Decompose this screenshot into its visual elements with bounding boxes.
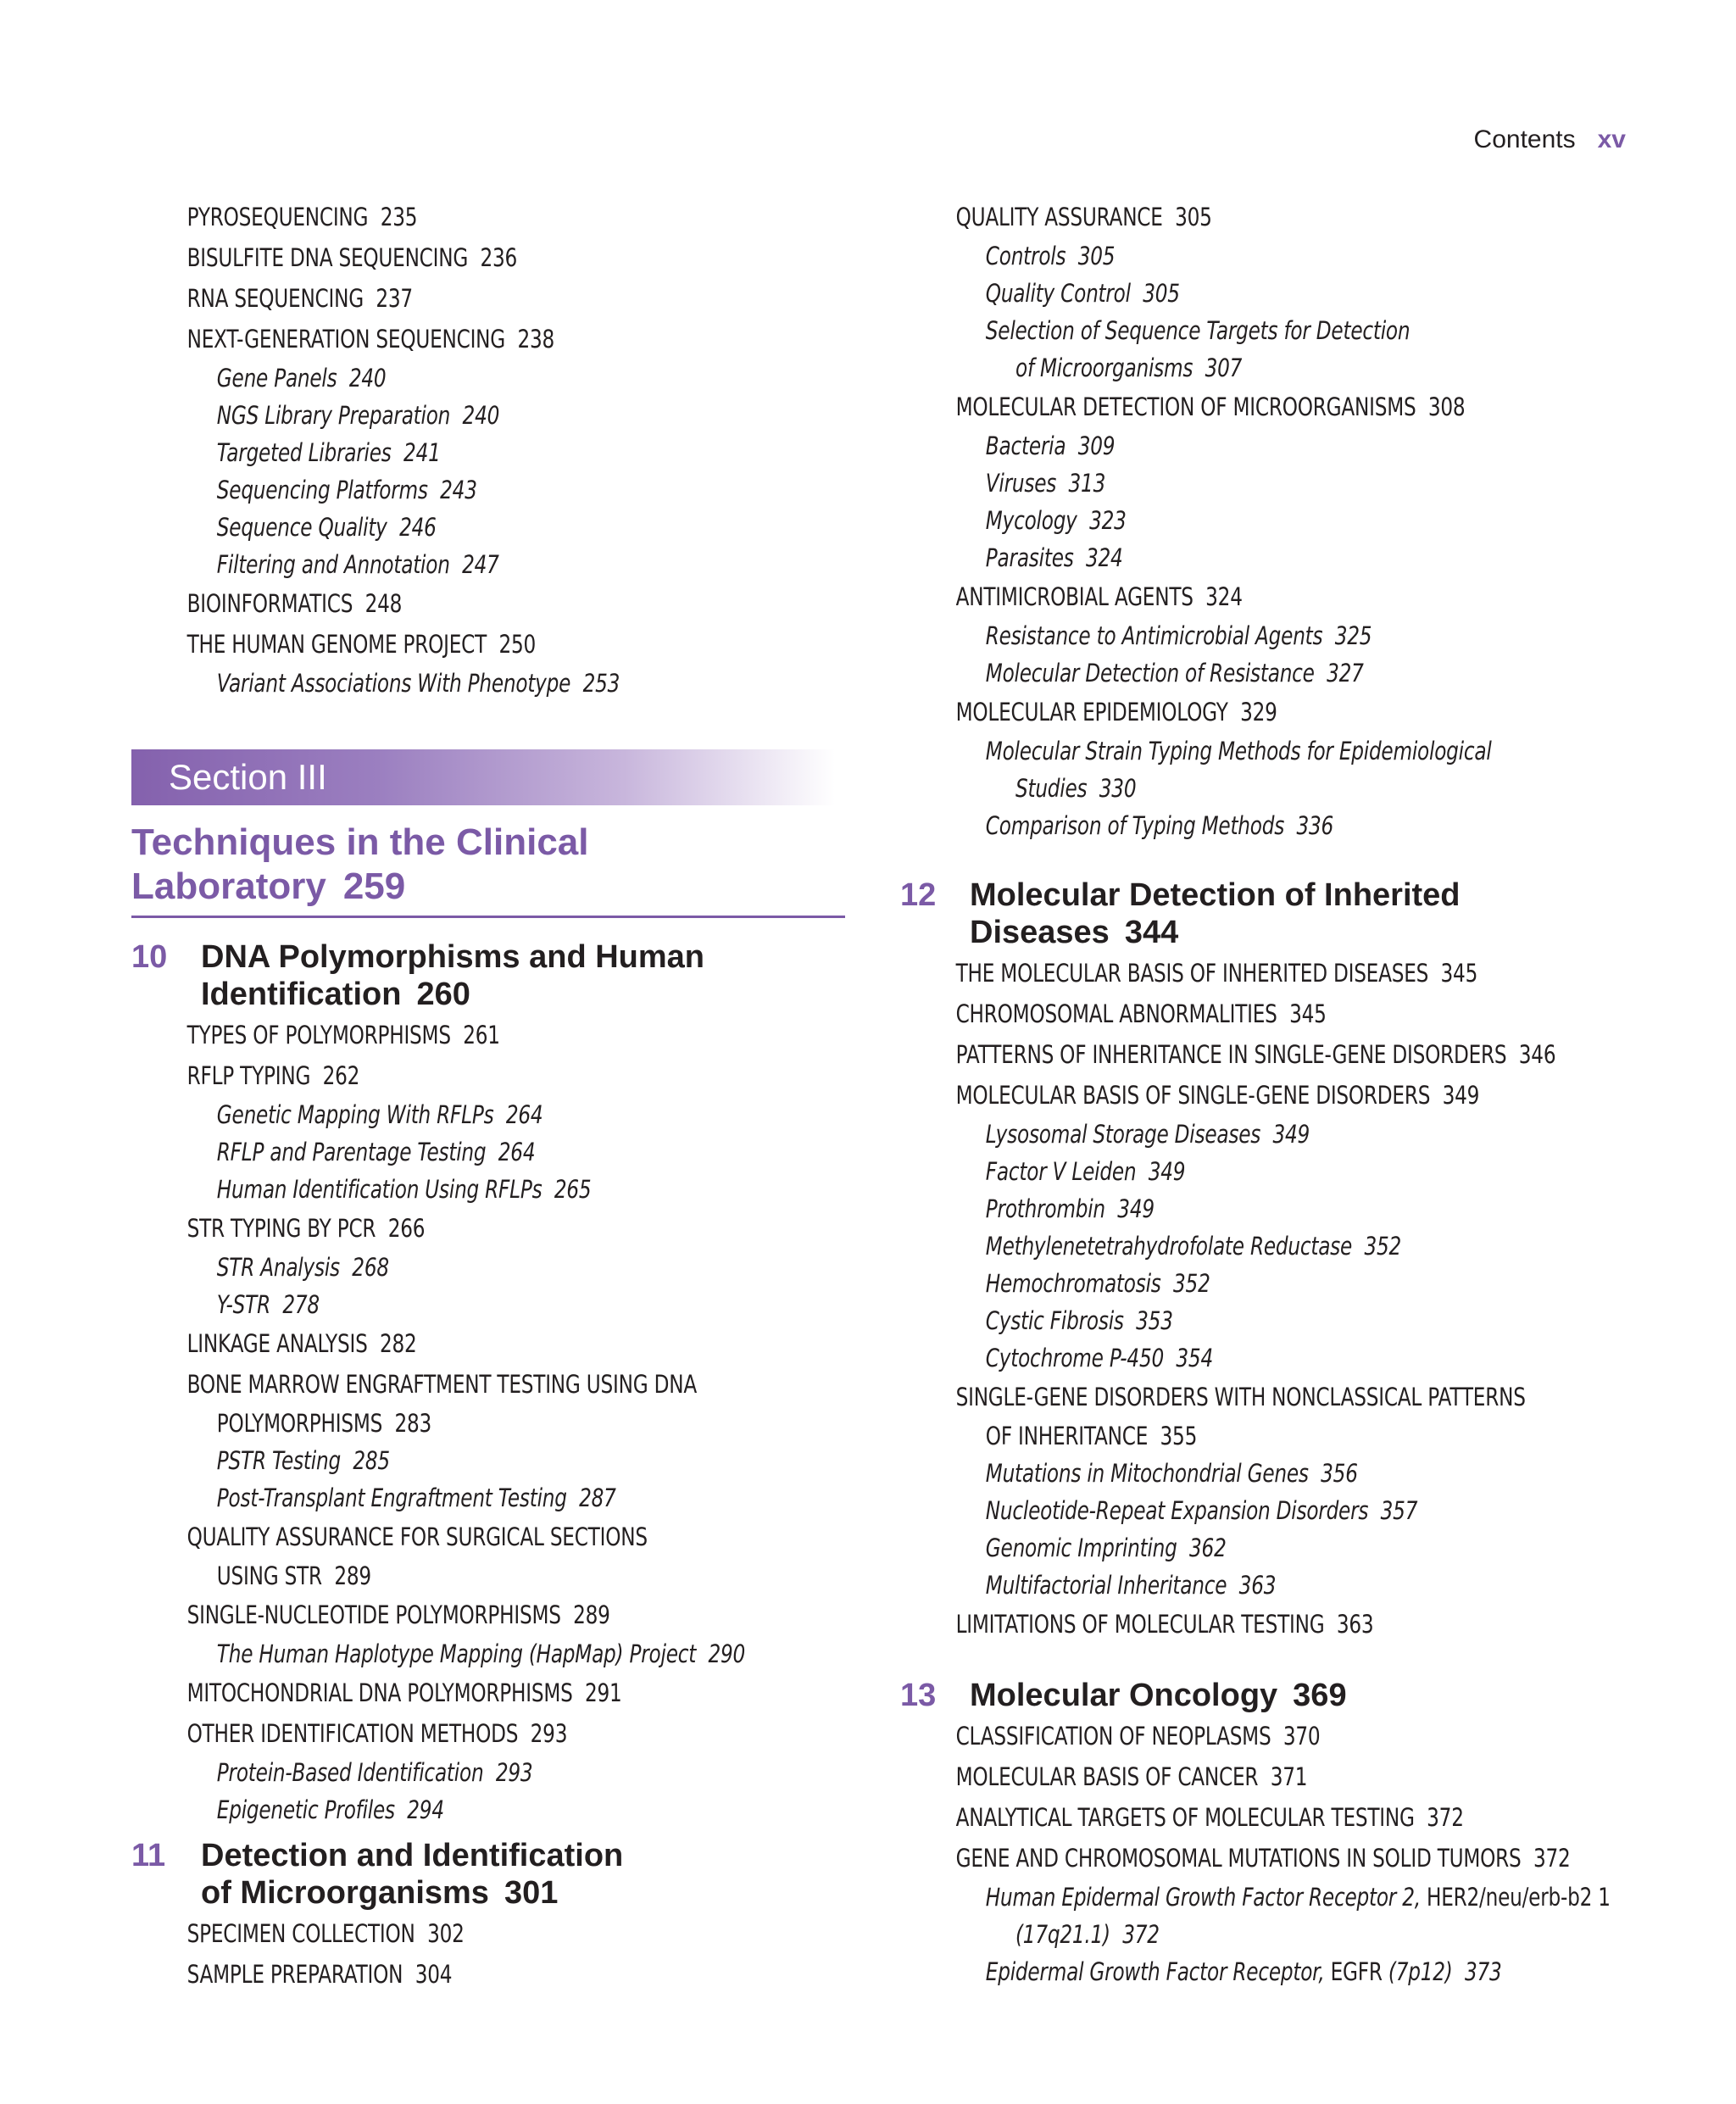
entry-page: 349 [1272, 1120, 1310, 1149]
toc-entry[interactable] [900, 807, 1497, 844]
entry-text: SINGLE-NUCLEOTIDE POLYMORPHISMS [186, 1600, 561, 1629]
toc-entry[interactable] [131, 1286, 701, 1323]
toc-entry[interactable] [131, 319, 701, 359]
entry-page: 282 [379, 1329, 417, 1358]
entry-text: LIMITATIONS OF MOLECULAR TESTING [955, 1610, 1325, 1639]
entry-page: 293 [495, 1758, 533, 1787]
entry-text: ANALYTICAL TARGETS OF MOLECULAR TESTING [955, 1803, 1415, 1832]
entry-page: 241 [403, 438, 441, 467]
toc-entry[interactable] [131, 1096, 701, 1133]
section-title[interactable] [131, 821, 845, 918]
entry-text: Multifactorial Inheritance [985, 1571, 1227, 1600]
entry-text: Y-STR [216, 1290, 270, 1319]
toc-entry[interactable] [900, 275, 1497, 312]
entry-text: Filtering and Annotation [216, 550, 450, 579]
entry-text: NEXT-GENERATION SEQUENCING [186, 325, 506, 353]
toc-entry[interactable] [900, 1838, 1571, 1879]
toc-entry[interactable] [900, 349, 1497, 387]
entry-text: ANTIMICROBIAL AGENTS [955, 582, 1194, 611]
toc-list [900, 953, 1646, 1645]
entry-page: 363 [1238, 1571, 1277, 1600]
right-column [900, 197, 1646, 1990]
toc-entry[interactable] [131, 1015, 701, 1055]
toc-entry[interactable] [131, 1673, 701, 1713]
toc-entry[interactable] [900, 617, 1497, 654]
entry-text: MOLECULAR EPIDEMIOLOGY [955, 698, 1228, 726]
entry-text: Genomic Imprinting [985, 1533, 1177, 1562]
toc-entry[interactable] [900, 1953, 1502, 1990]
toc-entry[interactable] [131, 359, 701, 397]
toc-entry[interactable] [900, 427, 1497, 465]
toc-entry[interactable] [131, 546, 701, 583]
entry-page: 363 [1336, 1610, 1374, 1639]
entry-text: SAMPLE PREPARATION [186, 1960, 403, 1989]
toc-entry[interactable] [131, 1364, 701, 1405]
toc-entry[interactable] [900, 1034, 1556, 1075]
entry-page: 324 [1205, 582, 1243, 611]
toc-entry[interactable] [900, 692, 1497, 732]
entry-page: 304 [415, 1960, 453, 1989]
entry-page: 290 [708, 1639, 746, 1668]
entry-page: 305 [1143, 279, 1180, 308]
toc-entry[interactable] [900, 1339, 1497, 1377]
toc-entry[interactable] [900, 1153, 1497, 1190]
toc-entry[interactable] [131, 1754, 701, 1791]
entry-page: 372 [1122, 1920, 1160, 1949]
toc-entry[interactable] [900, 1567, 1497, 1604]
entry-page: 246 [399, 513, 437, 542]
toc-entry[interactable] [900, 1455, 1497, 1492]
entry-page: 356 [1321, 1459, 1358, 1488]
entry-page: 305 [1175, 203, 1212, 231]
entry-text: Resistance to Antimicrobial Agents [985, 621, 1323, 650]
entry-page: 248 [364, 589, 403, 618]
toc-entry[interactable] [131, 1635, 746, 1673]
entry-page: 289 [573, 1600, 610, 1629]
running-header-label: Contents [1473, 125, 1576, 153]
entry-page: 371 [1270, 1762, 1308, 1791]
entry-text: Post-Transplant Engraftment Testing [216, 1483, 567, 1512]
toc-entry[interactable] [131, 1171, 701, 1208]
entry-text: Bacteria [985, 431, 1066, 460]
entry-text: Controls [985, 242, 1066, 270]
toc-entry[interactable] [900, 1377, 1526, 1417]
toc-entry[interactable] [900, 1756, 1497, 1797]
chapter-title-line: of Microorganisms [201, 1875, 489, 1911]
entry-page: 308 [1427, 392, 1466, 421]
chapter-page: 260 [416, 977, 470, 1012]
toc-entry[interactable] [900, 465, 1497, 502]
chapter-page: 369 [1293, 1678, 1347, 1713]
toc-entry[interactable] [131, 237, 701, 278]
entry-text: Sequencing Platforms [216, 476, 428, 504]
toc-entry[interactable] [900, 953, 1497, 994]
chapter-heading[interactable] [900, 877, 1646, 951]
entry-page: 250 [498, 630, 537, 659]
toc-entry[interactable] [900, 237, 1497, 275]
entry-text: BIOINFORMATICS [186, 589, 353, 618]
entry-text: Human Identification Using RFLPs [216, 1175, 542, 1204]
entry-page: 352 [1364, 1232, 1402, 1261]
entry-text: MOLECULAR BASIS OF CANCER [955, 1762, 1259, 1791]
toc-entry[interactable] [131, 1954, 701, 1995]
toc-entry[interactable] [131, 1249, 701, 1286]
entry-text: THE HUMAN GENOME PROJECT [186, 630, 487, 659]
entry-page: 243 [440, 476, 477, 504]
entry-page: 345 [1289, 999, 1327, 1028]
toc-entry[interactable] [131, 471, 701, 509]
entry-page: 346 [1518, 1040, 1556, 1069]
chapter-heading[interactable] [131, 938, 843, 1013]
toc-entry[interactable] [131, 509, 701, 546]
entry-text: Molecular Strain Typing Methods for Epidemiological [985, 737, 1492, 765]
toc-entry[interactable] [900, 1075, 1497, 1116]
entry-text: STR Analysis [216, 1253, 340, 1282]
toc-entry[interactable] [900, 732, 1497, 770]
toc-entry[interactable] [131, 1713, 701, 1754]
entry-page: 265 [554, 1175, 592, 1204]
running-header [1474, 125, 1626, 154]
toc-entry[interactable] [900, 1879, 1611, 1916]
entry-text: RFLP TYPING [186, 1061, 311, 1090]
entry-text: Comparison of Typing Methods [985, 811, 1285, 840]
entry-text: Protein-Based Identification [216, 1758, 484, 1787]
entry-text: The Human Haplotype Mapping (HapMap) Project [216, 1639, 697, 1668]
toc-entry[interactable] [131, 1595, 701, 1635]
toc-entry[interactable] [900, 576, 1497, 617]
entry-page: 357 [1380, 1496, 1418, 1525]
entry-text: Cystic Fibrosis [985, 1306, 1124, 1335]
chapter-number: 13 [900, 1678, 937, 1713]
entry-text: Hemochromatosis [985, 1269, 1161, 1298]
toc-entry[interactable] [900, 1190, 1497, 1227]
entry-text: Epidermal Growth Factor Receptor, [985, 1957, 1325, 1986]
toc-entry[interactable] [900, 1492, 1497, 1529]
chapter-title-line: DNA Polymorphisms and Human [201, 939, 705, 975]
entry-page: 362 [1189, 1533, 1227, 1562]
toc-entry[interactable] [131, 434, 701, 471]
toc-list [900, 197, 1646, 844]
toc-list [131, 1913, 843, 1995]
entry-text: MOLECULAR DETECTION OF MICROORGANISMS [955, 392, 1416, 421]
entry-page: 373 [1465, 1957, 1502, 1986]
entry-page: 305 [1077, 242, 1116, 270]
toc-entry[interactable] [131, 1791, 701, 1828]
toc-entry[interactable] [131, 1133, 701, 1171]
toc-list [131, 197, 843, 702]
entry-page: 266 [387, 1214, 426, 1243]
entry-page: 323 [1089, 506, 1127, 535]
toc-entry[interactable] [131, 1323, 701, 1364]
toc-entry[interactable] [900, 502, 1497, 539]
entry-text: Sequence Quality [216, 513, 387, 542]
page-number: xv [1597, 125, 1626, 153]
entry-page: 261 [463, 1021, 500, 1049]
entry-text: RNA SEQUENCING [186, 284, 364, 313]
entry-text: Epigenetic Profiles [216, 1795, 395, 1824]
entry-text: STR TYPING BY PCR [186, 1214, 376, 1243]
entry-page: 253 [582, 669, 620, 698]
entry-page: 264 [498, 1138, 536, 1166]
chapter-title-line: Diseases [970, 915, 1110, 950]
entry-page: 309 [1077, 431, 1116, 460]
entry-page: 240 [462, 401, 500, 430]
section-title-line: Laboratory [131, 866, 326, 907]
entry-text: Studies [1015, 774, 1088, 803]
toc-entry[interactable] [900, 387, 1497, 427]
chapter-heading[interactable] [131, 1837, 843, 1912]
chapter-title-line: Detection and Identification [201, 1838, 624, 1873]
entry-page: 349 [1442, 1081, 1480, 1110]
entry-text: RFLP and Parentage Testing [216, 1138, 487, 1166]
toc-entry[interactable] [900, 197, 1497, 237]
toc-entry[interactable] [131, 1055, 701, 1096]
entry-text: Mycology [985, 506, 1077, 535]
toc-entry[interactable] [900, 994, 1497, 1034]
entry-page: 264 [505, 1100, 543, 1129]
entry-page: 370 [1283, 1722, 1321, 1751]
entry-text: LINKAGE ANALYSIS [186, 1329, 368, 1358]
toc-entry[interactable] [131, 1913, 701, 1954]
chapter-page: 301 [504, 1875, 559, 1911]
toc-entry[interactable] [131, 397, 701, 434]
entry-page: 294 [407, 1795, 444, 1824]
entry-text: TYPES OF POLYMORPHISMS [186, 1021, 451, 1049]
entry-text: OTHER IDENTIFICATION METHODS [186, 1719, 519, 1748]
toc-entry[interactable] [131, 197, 701, 237]
entry-text: POLYMORPHISMS [216, 1409, 383, 1438]
entry-page: 353 [1136, 1306, 1173, 1335]
entry-page: 349 [1117, 1194, 1155, 1223]
entry-page: 352 [1173, 1269, 1210, 1298]
entry-text: QUALITY ASSURANCE [955, 203, 1163, 231]
entry-page: 291 [584, 1678, 622, 1707]
section-band [131, 749, 835, 805]
entry-text: USING STR [216, 1561, 322, 1590]
entry-page: 349 [1148, 1157, 1186, 1186]
entry-page: 278 [282, 1290, 320, 1319]
chapter-title-line: Molecular Oncology [970, 1678, 1278, 1713]
entry-text: Selection of Sequence Targets for Detection [985, 316, 1410, 345]
toc-entry[interactable] [900, 1604, 1497, 1645]
entry-text: SINGLE-GENE DISORDERS WITH NONCLASSICAL PATTERNS [955, 1383, 1526, 1411]
toc-list [131, 1015, 843, 1828]
toc-entry[interactable] [900, 539, 1497, 576]
entry-text: MITOCHONDRIAL DNA POLYMORPHISMS [186, 1678, 573, 1707]
entry-page: 236 [480, 243, 518, 272]
entry-page: 283 [394, 1409, 432, 1438]
entry-page: 327 [1327, 659, 1364, 687]
entry-text: Variant Associations With Phenotype [216, 669, 571, 698]
section-page: 259 [342, 866, 406, 907]
toc-entry[interactable] [131, 583, 701, 624]
entry-text: Human Epidermal Growth Factor Receptor 2, [985, 1883, 1421, 1912]
entry-page: 313 [1068, 469, 1106, 498]
entry-page: 285 [353, 1446, 390, 1475]
entry-page: 268 [352, 1253, 389, 1282]
chapter-title-line: Molecular Detection of Inherited [970, 877, 1461, 913]
entry-page: 354 [1176, 1344, 1213, 1372]
entry-page: 372 [1533, 1844, 1571, 1873]
entry-page: 324 [1086, 543, 1123, 572]
entry-page: 262 [322, 1061, 360, 1090]
entry-text: Nucleotide-Repeat Expansion Disorders [985, 1496, 1369, 1525]
toc-entry[interactable] [900, 1265, 1497, 1302]
toc-entry[interactable] [131, 1442, 701, 1479]
entry-text: PYROSEQUENCING [186, 203, 369, 231]
entry-page: 240 [348, 364, 387, 392]
toc-entry[interactable] [900, 1529, 1497, 1567]
toc-entry[interactable] [131, 665, 701, 702]
chapter-page: 344 [1124, 915, 1179, 950]
entry-text: Gene Panels [216, 364, 337, 392]
chapter-number: 11 [131, 1838, 166, 1873]
entry-page: 247 [462, 550, 499, 579]
entry-text: Genetic Mapping With RFLPs [216, 1100, 494, 1129]
toc-entry[interactable] [900, 654, 1497, 692]
entry-page: 325 [1334, 621, 1372, 650]
entry-text: Factor V Leiden [985, 1157, 1137, 1186]
toc-entry[interactable] [900, 1302, 1497, 1339]
entry-page: 287 [579, 1483, 616, 1512]
entry-text: CHROMOSOMAL ABNORMALITIES [955, 999, 1277, 1028]
entry-page: 289 [334, 1561, 371, 1590]
toc-entry[interactable] [900, 1116, 1497, 1153]
entry-page: 237 [376, 284, 413, 313]
toc-list [900, 1716, 1646, 1879]
toc-entry[interactable] [131, 624, 701, 665]
toc-entry[interactable] [900, 1916, 1497, 1953]
entry-text: Prothrombin [985, 1194, 1105, 1223]
entry-text: PATTERNS OF INHERITANCE IN SINGLE-GENE DISORDERS [955, 1040, 1507, 1069]
entry-text: Targeted Libraries [216, 438, 392, 467]
entry-text: Molecular Detection of Resistance [985, 659, 1315, 687]
entry-text: BISULFITE DNA SEQUENCING [186, 243, 469, 272]
chapter-title-line: Identification [201, 977, 402, 1012]
entry-text: Methylenetetrahydrofolate Reductase [985, 1232, 1353, 1261]
entry-text: MOLECULAR BASIS OF SINGLE-GENE DISORDERS [955, 1081, 1431, 1110]
entry-text: BONE MARROW ENGRAFTMENT TESTING USING DNA [186, 1370, 697, 1399]
toc-entry[interactable] [131, 278, 701, 319]
entry-text: Viruses [985, 469, 1057, 498]
entry-text: of Microorganisms [1015, 353, 1194, 382]
entry-page: 372 [1427, 1803, 1464, 1832]
toc-entry[interactable] [900, 770, 1497, 807]
entry-text: Cytochrome P-450 [985, 1344, 1164, 1372]
entry-page: 293 [530, 1719, 568, 1748]
entry-page: 355 [1160, 1422, 1198, 1450]
toc-entry[interactable] [131, 1208, 701, 1249]
entry-text: (7p12) [1388, 1957, 1453, 1986]
left-column [131, 197, 843, 1995]
chapter-heading[interactable] [900, 1677, 1646, 1714]
entry-page: 329 [1240, 698, 1277, 726]
toc-entry[interactable] [131, 1479, 701, 1517]
toc-entry[interactable] [900, 1797, 1497, 1838]
entry-text: HER2/neu/erb-b2 1 [1427, 1883, 1611, 1912]
entry-text: EGFR [1330, 1957, 1383, 1986]
entry-text: Quality Control [985, 279, 1131, 308]
entry-page: 345 [1440, 959, 1478, 988]
toc-entry[interactable] [131, 1405, 701, 1442]
entry-text: CLASSIFICATION OF NEOPLASMS [955, 1722, 1271, 1751]
entry-page: 336 [1296, 811, 1334, 840]
toc-entry[interactable] [131, 1517, 701, 1557]
chapter-number: 12 [900, 877, 937, 913]
entry-text: Mutations in Mitochondrial Genes [985, 1459, 1309, 1488]
toc-entry[interactable] [131, 1557, 701, 1595]
toc-entry[interactable] [900, 312, 1497, 349]
entry-text: GENE AND CHROMOSOMAL MUTATIONS IN SOLID TUMORS [955, 1844, 1522, 1873]
toc-entry[interactable] [900, 1716, 1497, 1756]
toc-entry[interactable] [900, 1227, 1497, 1265]
section-label: Section III [169, 757, 327, 797]
entry-page: 238 [517, 325, 555, 353]
entry-text: NGS Library Preparation [216, 401, 451, 430]
entry-text: SPECIMEN COLLECTION [186, 1919, 415, 1948]
toc-entry[interactable] [900, 1417, 1497, 1455]
entry-page: 302 [427, 1919, 465, 1948]
chapter-number: 10 [131, 939, 168, 975]
entry-text: OF INHERITANCE [985, 1422, 1149, 1450]
entry-page: 330 [1099, 774, 1137, 803]
entry-text: Lysosomal Storage Diseases [985, 1120, 1261, 1149]
entry-text: (17q21.1) [1015, 1920, 1110, 1949]
section-title-line: Techniques in the Clinical [131, 821, 589, 863]
entry-text: PSTR Testing [216, 1446, 341, 1475]
entry-page: 235 [380, 203, 418, 231]
entry-page: 307 [1205, 353, 1243, 382]
entry-text: THE MOLECULAR BASIS OF INHERITED DISEASES [955, 959, 1429, 988]
entry-text: QUALITY ASSURANCE FOR SURGICAL SECTIONS [186, 1522, 648, 1551]
entry-text: Parasites [985, 543, 1074, 572]
